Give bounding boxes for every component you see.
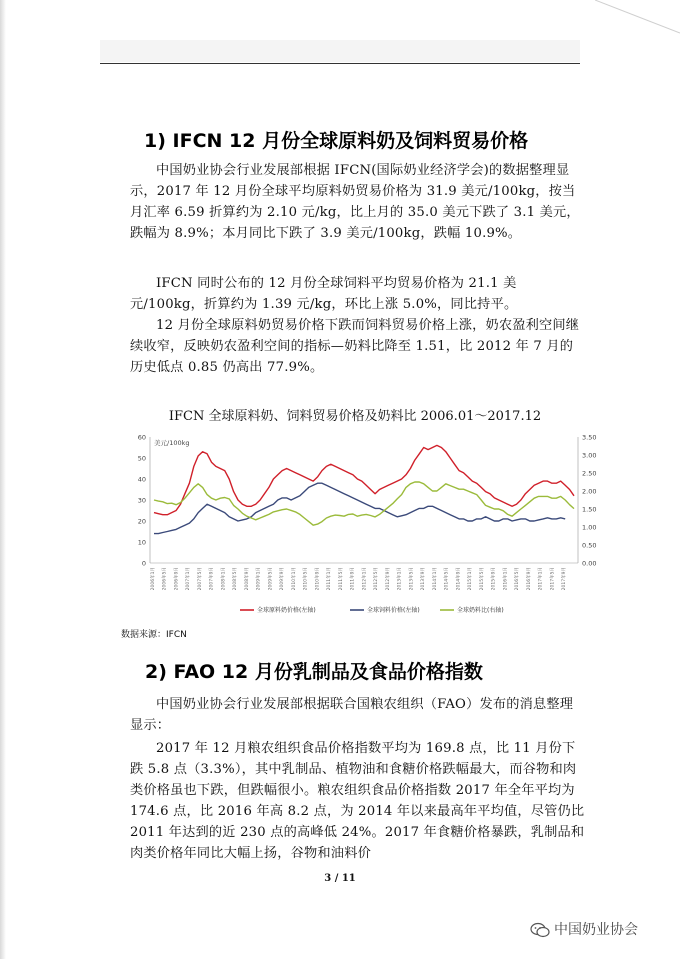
page-edge-shadow xyxy=(0,0,6,959)
y2-tick-label: 3.00 xyxy=(582,451,597,460)
x-tick-label: 2013年9月 xyxy=(421,567,427,591)
x-tick-label: 2007年9月 xyxy=(209,567,215,591)
x-tick-label: 2006年1月 xyxy=(151,567,156,591)
x-tick-label: 2010年9月 xyxy=(315,567,321,591)
y-tick-label: 20 xyxy=(137,517,146,526)
x-tick-label: 2017年1月 xyxy=(538,567,544,591)
y-tick-label: 60 xyxy=(137,433,146,442)
x-tick-label: 2015年5月 xyxy=(479,567,485,591)
y-axis-label: 美元/100kg xyxy=(154,439,190,447)
x-tick-label: 2016年5月 xyxy=(515,567,521,591)
x-tick-label: 2007年1月 xyxy=(186,567,192,591)
x-tick-label: 2007年5月 xyxy=(197,567,203,591)
x-tick-label: 2012年5月 xyxy=(374,567,380,591)
x-tick-label: 2016年1月 xyxy=(503,567,509,591)
x-tick-label: 2012年1月 xyxy=(362,567,368,591)
x-tick-label: 2011年9月 xyxy=(350,567,356,591)
wechat-watermark xyxy=(530,919,638,939)
chart-source: 数据来源：IFCN xyxy=(121,630,187,640)
y2-tick-label: 1.00 xyxy=(582,523,597,532)
y2-tick-label: 2.00 xyxy=(582,487,597,496)
watermark-text: 中国奶业协会 xyxy=(554,922,638,938)
x-tick-label: 2013年5月 xyxy=(409,567,415,591)
section1-heading: 1) IFCN 12 月份全球原料奶及饲料贸易价格 xyxy=(144,130,529,152)
section2-heading: 2) FAO 12 月份乳制品及食品价格指数 xyxy=(145,661,483,683)
header-rule xyxy=(100,63,580,64)
x-tick-label: 2014年9月 xyxy=(456,567,462,591)
x-tick-label: 2014年5月 xyxy=(444,567,450,591)
x-tick-label: 2009年5月 xyxy=(268,567,274,591)
x-tick-label: 2017年9月 xyxy=(562,567,568,591)
section1-paragraph-2: IFCN 同时公布的 12 月份全球饲料平均贸易价格为 21.1 美元/100kg，折算约为 1.39 元/kg，环比上涨 5.0%，同比持平。 xyxy=(130,276,518,312)
page-number: 3 / 11 xyxy=(324,873,356,884)
y2-tick-label: 0.50 xyxy=(582,541,597,550)
x-tick-label: 2017年5月 xyxy=(550,567,556,591)
x-tick-label: 2008年1月 xyxy=(221,567,227,591)
series-line-1 xyxy=(154,445,574,514)
legend-label: 全球饲料价格(左轴) xyxy=(367,607,420,615)
section1-paragraph-3: 12 月份全球原料奶贸易价格下跌而饲料贸易价格上涨，奶农盈利空间继续收窄，反映奶农盈利空间的指标—奶料比降至 1.51，比 2012 年 7 月的历史低点 0.85 仍高出 77.9%。 xyxy=(130,318,580,375)
y-tick-label: 0 xyxy=(141,559,146,568)
y2-tick-label: 1.50 xyxy=(582,505,597,514)
wechat-icon xyxy=(530,922,550,938)
x-tick-label: 2010年5月 xyxy=(303,567,309,591)
x-tick-label: 2012年9月 xyxy=(385,567,391,591)
y2-tick-label: 2.50 xyxy=(582,469,597,478)
y2-tick-label: 3.50 xyxy=(582,433,597,442)
section2-paragraph-1: 中国奶业协会行业发展部根据联合国粮农组织（FAO）发布的消息整理显示： xyxy=(130,697,574,733)
x-tick-label: 2014年1月 xyxy=(432,567,438,591)
y-tick-label: 50 xyxy=(137,454,146,463)
x-tick-label: 2011年5月 xyxy=(338,567,344,591)
x-tick-label: 2008年5月 xyxy=(233,567,239,591)
x-tick-label: 2016年9月 xyxy=(526,567,532,591)
legend-label: 全球奶料比(右轴) xyxy=(457,607,504,615)
x-tick-label: 2009年9月 xyxy=(280,567,286,591)
page-corner-fold xyxy=(595,0,680,35)
series-line-2 xyxy=(154,483,565,533)
legend-label: 全球原料奶价格(左轴) xyxy=(257,607,316,615)
chart-caption: IFCN 全球原料奶、饲料贸易价格及奶料比 2006.01～2017.12 xyxy=(168,409,542,424)
x-tick-label: 2011年1月 xyxy=(327,567,333,591)
x-tick-label: 2010年1月 xyxy=(291,567,297,591)
x-tick-label: 2009年1月 xyxy=(256,567,262,591)
y-tick-label: 40 xyxy=(137,475,146,484)
x-tick-label: 2015年1月 xyxy=(468,567,474,591)
y2-tick-label: 0.00 xyxy=(582,559,597,568)
x-tick-label: 2013年1月 xyxy=(397,567,403,591)
x-tick-label: 2015年9月 xyxy=(491,567,497,591)
x-tick-label: 2008年9月 xyxy=(244,567,250,591)
section1-paragraph-1: 中国奶业协会行业发展部根据 IFCN(国际奶业经济学会)的数据整理显示，2017 年 12 月份全球平均原料奶贸易价格为 31.9 美元/100kg，按当月汇率 6.59 折算约为 2.10 元/kg，比上月的 35.0 美元下跌了 3.1 美元，跌幅为 8.9%；本月同比下跌了 3.9 美元/100kg，跌幅 10.9%。 xyxy=(130,163,580,241)
x-tick-label: 2006年9月 xyxy=(174,567,180,591)
y-tick-label: 30 xyxy=(137,496,146,505)
y-tick-label: 10 xyxy=(137,538,146,547)
price-chart xyxy=(110,425,610,625)
x-tick-label: 2006年5月 xyxy=(162,567,168,591)
section2-paragraph-2: 2017 年 12 月粮农组织食品价格指数平均为 169.8 点，比 11 月份下跌 5.8 点（3.3%），其中乳制品、植物油和食糖价格跌幅最大，而谷物和肉类价格虽也下跌，但跌幅很小。粮农组织食品价格指数 2017 年全年平均为 174.6 点，比 2016 年高 8.2 点，为 2014 年以来最高年平均值，尽管仍比 2011 年达到的近 230 点的高峰低 24%。2017 年食糖价格暴跌，乳制品和肉类价格年同比大幅上扬，谷物和油料价 xyxy=(130,741,585,861)
header-band xyxy=(100,40,580,62)
